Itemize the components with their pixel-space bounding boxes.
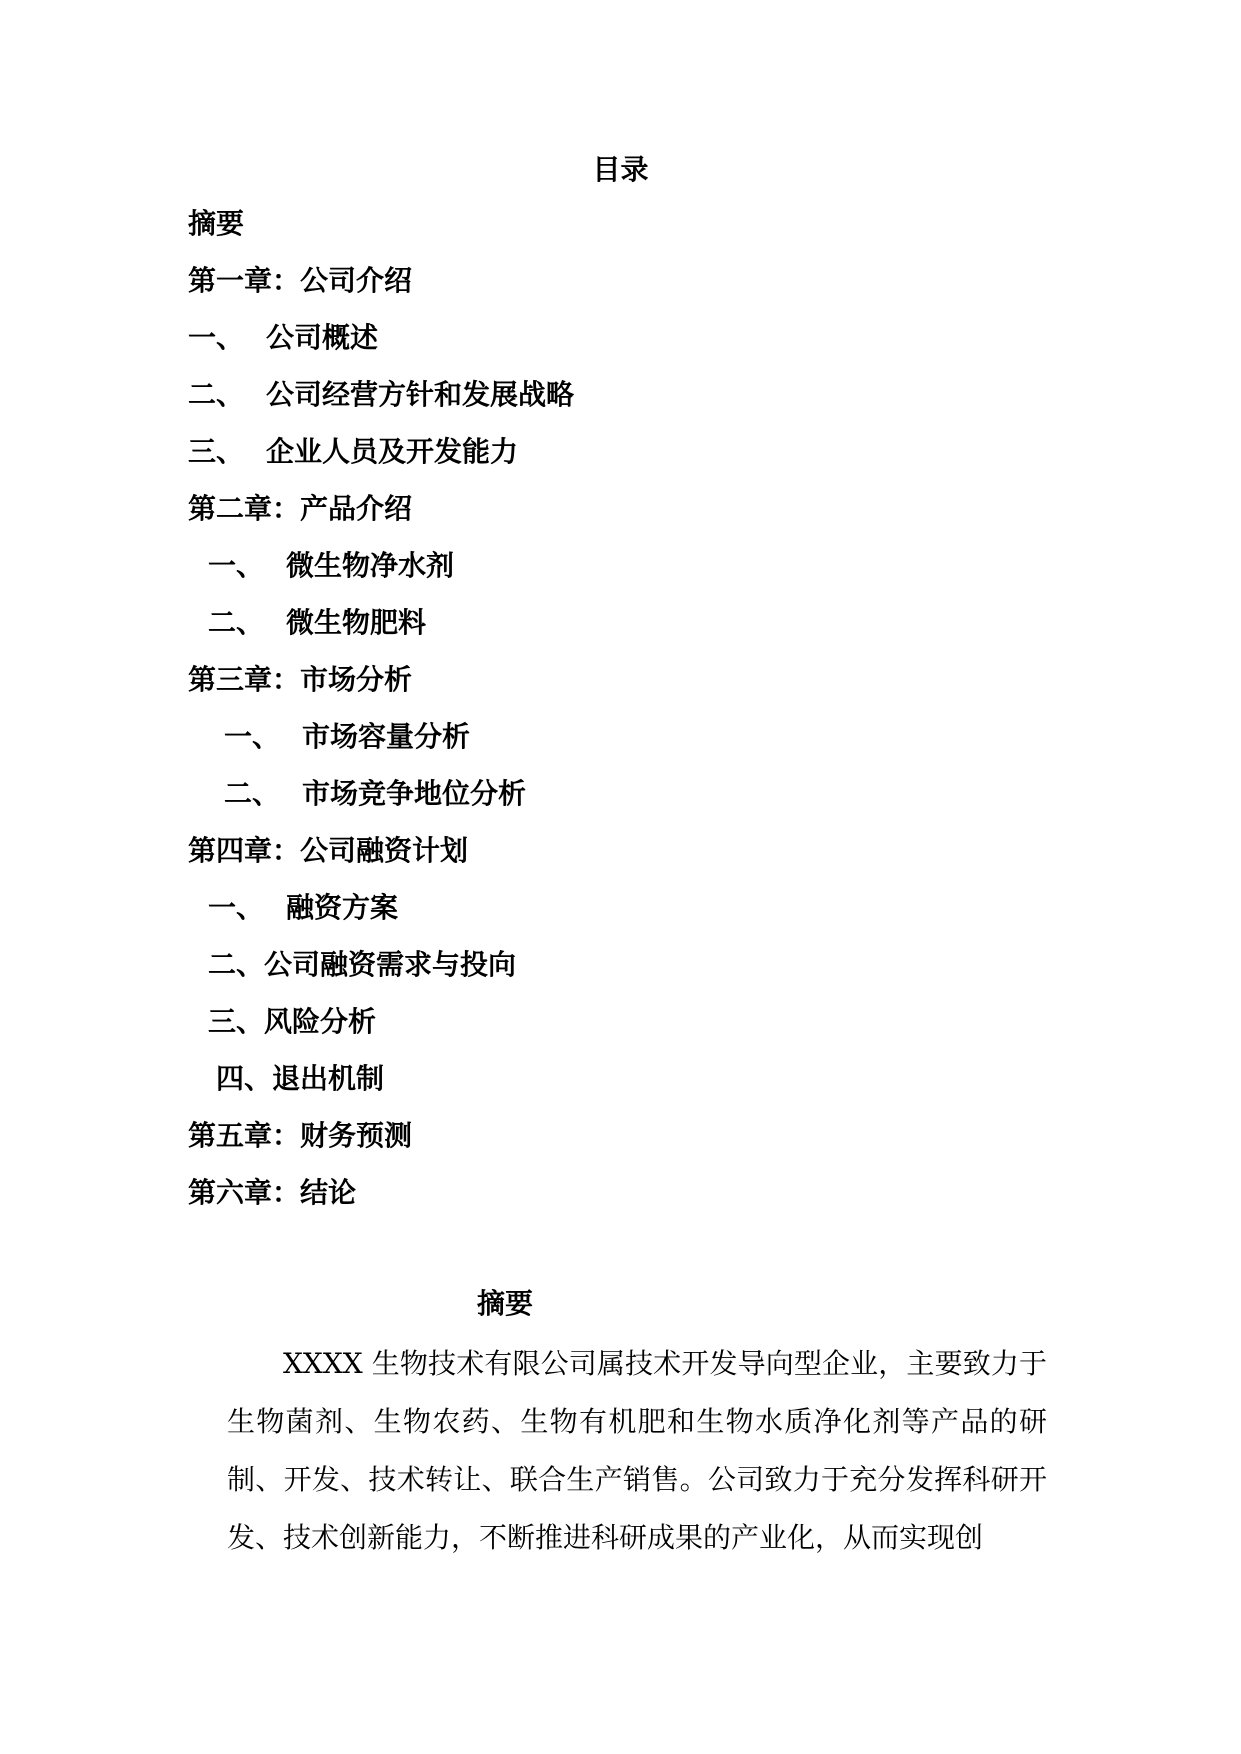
toc-item-text: 公司经营方针和发展战略 bbox=[266, 378, 575, 411]
toc-item bbox=[188, 1002, 574, 1059]
toc-item bbox=[188, 204, 574, 261]
toc-item-text: 第四章：公司融资计划 bbox=[188, 834, 469, 867]
toc-item-text: 公司概述 bbox=[266, 321, 379, 354]
toc-item-text: 企业人员及开发能力 bbox=[266, 435, 519, 468]
toc-item bbox=[188, 375, 574, 432]
toc-item bbox=[188, 1059, 574, 1116]
toc-item-text: 第五章：财务预测 bbox=[188, 1119, 413, 1152]
toc-item bbox=[188, 432, 574, 489]
toc-item bbox=[188, 546, 574, 603]
toc-item-text: 退出机制 bbox=[272, 1062, 385, 1095]
abstract-body: XXXX 生物技术有限公司属技术开发导向型企业，主要致力于生物菌剂、生物农药、生物有机肥和生物水质净化剂等产品的研制、开发、技术转让、联合生产销售。公司致力于充分发挥科研开发、技术创新能力，不断推进科研成果的产业化，从而实现创 bbox=[227, 1347, 1047, 1554]
toc-item-number: 一、 bbox=[208, 549, 265, 582]
table-of-contents bbox=[188, 204, 574, 1230]
toc-item-text: 市场竞争地位分析 bbox=[302, 777, 527, 810]
toc-item-number: 三、 bbox=[208, 1005, 265, 1038]
toc-item-text: 公司融资需求与投向 bbox=[264, 948, 517, 981]
toc-item-number: 二、 bbox=[188, 378, 245, 411]
toc-item-text: 第二章：产品介绍 bbox=[188, 492, 413, 525]
toc-item bbox=[188, 888, 574, 945]
toc-item-number: 四、 bbox=[216, 1062, 273, 1095]
toc-item bbox=[188, 318, 574, 375]
toc-item bbox=[188, 261, 574, 318]
toc-item-text: 第六章：结论 bbox=[188, 1176, 357, 1209]
toc-item-number: 二、 bbox=[224, 777, 281, 810]
abstract-title: 摘要 bbox=[477, 1287, 534, 1320]
toc-item-number: 一、 bbox=[208, 891, 265, 924]
toc-item bbox=[188, 717, 574, 774]
toc-item-number: 三、 bbox=[188, 435, 245, 468]
toc-item-number: 二、 bbox=[208, 948, 265, 981]
toc-item bbox=[188, 945, 574, 1002]
toc-item bbox=[188, 1116, 574, 1173]
toc-item-text: 融资方案 bbox=[286, 891, 399, 924]
toc-item-text: 微生物肥料 bbox=[286, 606, 427, 639]
toc-item-number: 一、 bbox=[188, 321, 245, 354]
toc-item-number: 二、 bbox=[208, 606, 265, 639]
toc-item-text: 微生物净水剂 bbox=[286, 549, 455, 582]
toc-item bbox=[188, 660, 574, 717]
toc-item-text: 摘要 bbox=[188, 207, 245, 240]
toc-item-text: 风险分析 bbox=[264, 1005, 377, 1038]
toc-item bbox=[188, 831, 574, 888]
toc-item bbox=[188, 1173, 574, 1230]
toc-item bbox=[188, 489, 574, 546]
toc-item-text: 第三章：市场分析 bbox=[188, 663, 413, 696]
toc-item-number: 一、 bbox=[224, 720, 281, 753]
toc-item bbox=[188, 603, 574, 660]
toc-item-text: 市场容量分析 bbox=[302, 720, 471, 753]
toc-item bbox=[188, 774, 574, 831]
toc-title: 目录 bbox=[592, 153, 649, 186]
toc-item-text: 第一章：公司介绍 bbox=[188, 264, 413, 297]
